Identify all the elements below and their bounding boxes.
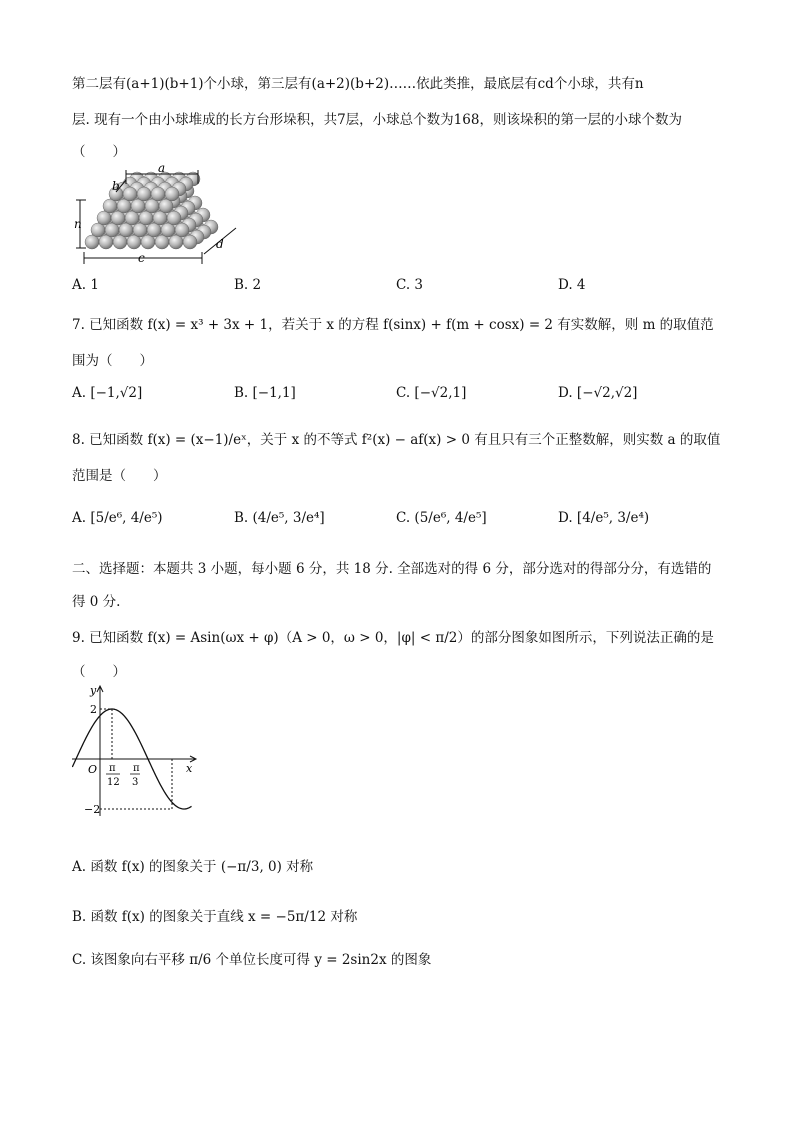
ball — [167, 211, 181, 225]
q6-option-d[interactable]: D. 4 — [558, 277, 586, 293]
x-label: x — [186, 762, 193, 775]
q6-option-c[interactable]: C. 3 — [396, 277, 424, 293]
q7-stem-line2: 围为（ ） — [72, 353, 153, 369]
y-label: y — [90, 684, 97, 697]
section2-header-line2: 得 0 分. — [72, 594, 121, 610]
tick-y-2: 2 — [90, 703, 97, 716]
q9-option-a[interactable]: A. 函数 f(x) 的图象关于 (−π/3, 0) 对称 — [72, 859, 314, 875]
tick-x1-num: π — [109, 763, 116, 774]
q6-paren: （ ） — [72, 144, 126, 160]
q8-option-a[interactable]: A. [5/e⁶, 4/e⁵) — [72, 510, 163, 526]
q7-option-a[interactable]: A. [−1,√2] — [72, 385, 143, 401]
tick-x2-den: 3 — [132, 777, 139, 788]
ball — [123, 187, 137, 201]
label-b: b — [112, 179, 120, 193]
origin-label: O — [88, 763, 98, 776]
tick-y-neg2: −2 — [84, 803, 101, 816]
q7-option-c[interactable]: C. [−√2,1] — [396, 385, 467, 401]
sine-graph — [72, 682, 202, 818]
q7-option-d[interactable]: D. [−√2,√2] — [558, 385, 638, 401]
section2-header-line1: 二、选择题：本题共 3 小题，每小题 6 分，共 18 分. 全部选对的得 6 分，部分选对的得部分分，有选错的 — [72, 561, 712, 577]
q9-stem-line1: 9. 已知函数 f(x) = Asin(ωx + φ)（A > 0，ω > 0，|φ| < π/2）的部分图象如图所示，下列说法正确的是 — [72, 630, 714, 646]
label-n: n — [74, 217, 82, 231]
q8-option-d[interactable]: D. [4/e⁵, 3/e⁴) — [558, 510, 650, 526]
q8-option-b[interactable]: B. (4/e⁵, 3/e⁴] — [234, 510, 325, 526]
q7-stem-line1: 7. 已知函数 f(x) = x³ + 3x + 1，若关于 x 的方程 f(sinx) + f(m + cosx) = 2 有实数解，则 m 的取值范 — [72, 317, 714, 333]
label-d: d — [216, 237, 224, 251]
q9-paren: （ ） — [72, 664, 126, 680]
tick-x1-den: 12 — [107, 777, 120, 788]
ball — [183, 235, 197, 249]
q7-option-b[interactable]: B. [−1,1] — [234, 385, 296, 401]
ball — [137, 187, 151, 201]
ball-stack-figure — [74, 162, 246, 268]
q9-option-c[interactable]: C. 该图象向右平移 π/6 个单位长度可得 y = 2sin2x 的图象 — [72, 952, 432, 968]
ball — [175, 223, 189, 237]
label-a: a — [158, 162, 166, 175]
q8-option-c[interactable]: C. (5/e⁶, 4/e⁵] — [396, 510, 487, 526]
q8-stem-line1: 8. 已知函数 f(x) = (x−1)/eˣ，关于 x 的不等式 f²(x) − af(x) > 0 有且只有三个正整数解，则实数 a 的取值 — [72, 432, 721, 448]
q9-option-b[interactable]: B. 函数 f(x) 的图象关于直线 x = −5π/12 对称 — [72, 909, 358, 925]
ball — [151, 187, 165, 201]
tick-x2-num: π — [133, 763, 140, 774]
ball — [165, 187, 179, 201]
q6-intro-line1: 第二层有(a+1)(b+1)个小球，第三层有(a+2)(b+2)……依此类推，最底层有cd个小球，共有n — [72, 76, 644, 92]
q8-stem-line2: 范围是（ ） — [72, 468, 167, 484]
q6-intro-line2: 层. 现有一个由小球堆成的长方台形垛积，共7层，小球总个数为168，则该垛积的第一层的小球个数为 — [72, 112, 682, 128]
label-c: c — [138, 251, 145, 265]
q6-option-b[interactable]: B. 2 — [234, 277, 262, 293]
q6-option-a[interactable]: A. 1 — [72, 277, 99, 293]
